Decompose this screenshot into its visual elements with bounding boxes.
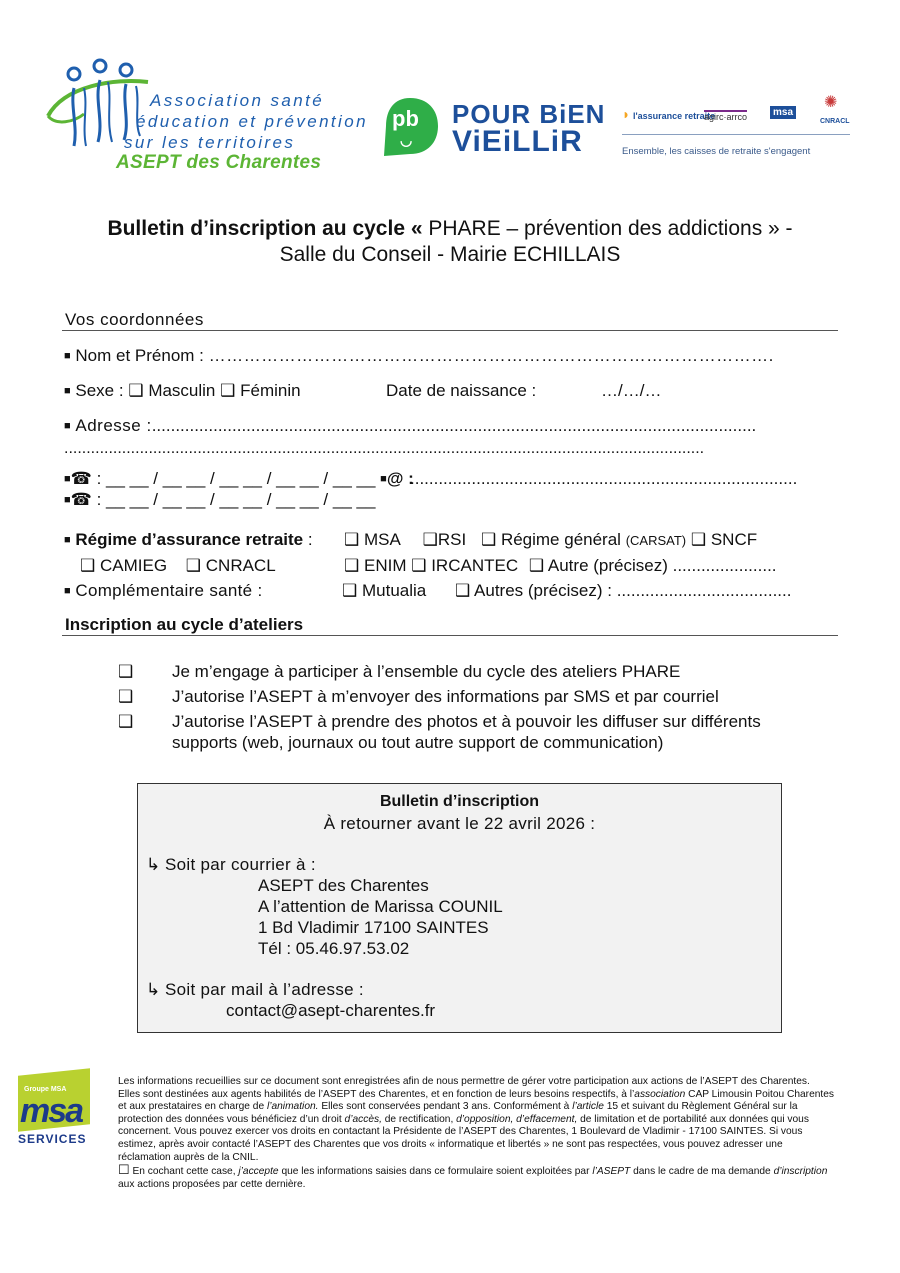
page-subtitle: Salle du Conseil - Mairie ECHILLAIS (279, 243, 621, 266)
regime-general-label: Régime général (500, 530, 621, 549)
legal-text: association (634, 1088, 686, 1100)
comp-label: Complémentaire santé : (75, 581, 263, 600)
coords-rule (62, 330, 838, 331)
inscription-rule (62, 635, 838, 636)
cnracl-label: CNRACL (205, 556, 276, 575)
legal-paragraph (118, 1076, 834, 1164)
bullet-icon: ■ (64, 385, 71, 397)
camieg-checkbox[interactable]: ❑ (80, 556, 96, 575)
legal-notice (118, 1076, 834, 1191)
asept-logo (44, 56, 368, 176)
asept-line1: Association santé (150, 91, 325, 110)
consent-checkbox[interactable]: ☐ (118, 1162, 130, 1178)
asept-line4: ASEPT des Charentes (116, 152, 322, 173)
msa-label: MSA (363, 530, 400, 549)
bullet-icon: ■ (64, 473, 71, 485)
enim-label: ENIM (363, 556, 407, 575)
msa-group-label: Groupe MSA (24, 1086, 67, 1093)
consent-text: dans le cadre de ma demande (630, 1166, 774, 1178)
pbv-line1: POUR BiEN (452, 99, 606, 129)
title-bold: Bulletin d’inscription au cycle « (107, 217, 423, 240)
tel2-row (64, 490, 375, 510)
consent-paragraph (118, 1164, 834, 1191)
inscription-item-3-cont: supports (web, journaux ou tout autre support de communication) (172, 733, 664, 752)
comp-row (64, 581, 262, 601)
phone-icon: ☎ (70, 490, 92, 509)
enim-checkbox[interactable]: ❑ (344, 556, 360, 575)
sncf-label: SNCF (710, 530, 758, 549)
legal-text: de limitation et de portabilité aux données qui vous concernent. Vous pouvez exercer vos droits en contactant la Présidente de l’ASEPT des Charentes, 1 Boulevard de Vladimir - 17100 SAINTES. Si vous estimez, après avoir contacté l’ASEPT des Charentes que vos droits « informatique et libertés » ne sont pas respectées, vous pouvez adresser une réclamation auprès de la CNIL. (118, 1113, 809, 1163)
regime-options-2a (80, 556, 276, 576)
adresse-field[interactable]: ................................................................................................................................ (151, 416, 757, 435)
consent-text: que les informations saisies dans ce formulaire soient exploitées par (278, 1166, 593, 1178)
assurance-retraite-icon: ◗ (622, 106, 631, 122)
msa-word: msa (20, 1092, 83, 1130)
asept-line3: sur les territoires (124, 133, 296, 152)
consent-text: d’inscription (773, 1166, 828, 1178)
consent-text: aux actions proposées par cette dernière. (118, 1178, 306, 1190)
rsi-label: RSI (437, 530, 467, 549)
inscription-heading: Inscription au cycle d’ateliers (65, 615, 304, 634)
regime-options-2b (344, 556, 777, 576)
regime-options-1 (344, 530, 757, 550)
consent-text: l’ASEPT (592, 1166, 631, 1178)
feminin-checkbox[interactable]: ❑ (220, 381, 236, 400)
autre-field[interactable]: ...................... (672, 556, 777, 575)
tel2-field[interactable]: : __ __ / __ __ / __ __ / __ __ / __ __ (96, 490, 376, 509)
pbv-smile-icon: ◡ (400, 132, 413, 148)
msa-checkbox[interactable]: ❑ (344, 530, 360, 549)
tel1-row (64, 469, 414, 489)
courrier-label: Soit par courrier à : (164, 855, 316, 874)
email-label: @ : (386, 469, 414, 488)
cnracl-checkbox[interactable]: ❑ (185, 556, 202, 575)
carsat-label: (CARSAT) (625, 533, 687, 548)
partners-tagline: Ensemble, les caisses de retraite s'engagent (622, 146, 811, 157)
legal-text: de rectification, (381, 1113, 457, 1125)
email-field[interactable]: .................................................................................. (410, 469, 798, 488)
inscription-checkbox-3[interactable]: ❑ (118, 712, 134, 731)
mail-label: Soit par mail à l’adresse : (164, 980, 364, 999)
adresse-row (64, 416, 824, 436)
nom-field[interactable]: ……………………………………………………………………………………. (208, 346, 774, 365)
autres-checkbox[interactable]: ❑ (454, 581, 471, 600)
partners-divider (622, 134, 850, 135)
mutualia-label: Mutualia (361, 581, 427, 600)
msa-small-logo: msa (770, 106, 796, 119)
inscription-item-3: J’autorise l’ASEPT à prendre des photos et à pouvoir les diffuser sur différents (172, 712, 761, 731)
bullet-icon: ■ (64, 494, 71, 506)
pbv-badge: pb (392, 106, 419, 131)
dob-field[interactable]: …/…/… (601, 381, 662, 400)
arrow-icon: ↳ (146, 980, 161, 999)
legal-text: d’accès, (344, 1113, 382, 1125)
contact-email[interactable]: contact@asept-charentes.fr (226, 1001, 436, 1020)
msa-services-label: SERVICES (18, 1132, 87, 1146)
autre-label: Autre (précisez) (547, 556, 668, 575)
mutualia-checkbox[interactable]: ❑ (342, 581, 358, 600)
regime-label: Régime d’assurance retraite (75, 530, 304, 549)
courrier-row (146, 855, 316, 875)
consent-text: j’accepte (238, 1166, 279, 1178)
ircantec-checkbox[interactable]: ❑ (411, 556, 427, 575)
autres-field[interactable]: ..................................... (616, 581, 792, 600)
address-line-3: 1 Bd Vladimir 17100 SAINTES (258, 918, 489, 937)
pbv-line2: ViEiLLiR (452, 125, 583, 158)
pour-bien-vieillir-logo (380, 96, 610, 160)
adresse-label: Adresse : (75, 416, 152, 435)
legal-text: l’article (572, 1101, 604, 1113)
regime-colon: : (307, 530, 313, 549)
address-line-1: ASEPT des Charentes (258, 876, 429, 895)
adresse-field-line2[interactable]: ................................................................................................................................................ (64, 440, 705, 457)
inscription-item-2: J’autorise l’ASEPT à m’envoyer des informations par SMS et par courriel (172, 687, 719, 706)
legal-text: 15 et suivant du Règlement Général sur la protection des données vous bénéficiez d’un droit (118, 1101, 798, 1125)
regime-general-checkbox[interactable]: ❑ (480, 530, 497, 549)
assurance-retraite-logo (622, 106, 715, 122)
return-info-box (137, 783, 782, 1033)
rsi-checkbox[interactable]: ❑ (422, 530, 438, 549)
legal-text: CAP Limousin Poitou Charentes et aux prestataires en charge de (118, 1088, 834, 1113)
arrow-icon: ↳ (146, 855, 161, 874)
cnracl-logo: CNRACL (820, 118, 850, 125)
assurance-retraite-label: l'assurance retraite (632, 111, 716, 121)
regime-row (64, 530, 313, 550)
autre-checkbox[interactable]: ❑ (528, 556, 545, 575)
masculin-checkbox[interactable]: ❑ (128, 381, 144, 400)
consent-text: En cochant cette case, (129, 1166, 239, 1178)
box-title: Bulletin d’inscription (379, 793, 540, 810)
nom-label: Nom et Prénom : (75, 346, 204, 365)
agirc-arrco-logo: agirc·arrco (704, 112, 748, 122)
feminin-label: Féminin (240, 381, 301, 400)
autres-label: Autres (précisez) : (474, 581, 612, 600)
partners-logos (622, 92, 852, 162)
masculin-label: Masculin (148, 381, 216, 400)
mail-row (146, 980, 364, 1000)
camieg-label: CAMIEG (99, 556, 168, 575)
inscription-checkbox-1[interactable]: ❑ (118, 662, 134, 681)
msa-services-logo (16, 1070, 96, 1150)
bullet-icon: ■ (64, 350, 71, 362)
asept-line2: éducation et prévention (136, 112, 368, 131)
nom-row (64, 346, 774, 366)
address-phone: Tél : 05.46.97.53.02 (258, 939, 410, 958)
coords-heading: Vos coordonnées (65, 310, 204, 329)
bullet-icon: ■ (380, 473, 387, 485)
bullet-icon: ■ (64, 534, 71, 546)
tel1-field[interactable]: : __ __ / __ __ / __ __ / __ __ / __ __ (96, 469, 376, 488)
box-deadline: À retourner avant le 22 avril 2026 : (323, 814, 596, 833)
sncf-checkbox[interactable]: ❑ (690, 530, 707, 549)
address-line-2: A l’attention de Marissa COUNIL (258, 897, 503, 916)
phone-icon: ☎ (70, 469, 92, 488)
cnracl-icon: ✺ (824, 94, 838, 111)
inscription-item-1: Je m’engage à participer à l’ensemble du cycle des ateliers PHARE (172, 662, 681, 681)
page-title (0, 216, 900, 242)
legal-text: l’animation. (266, 1101, 319, 1113)
comp-options (342, 581, 791, 601)
legal-text: d’opposition, d’effacement, (456, 1113, 578, 1125)
dob-label: Date de naissance : (386, 381, 537, 400)
bullet-icon: ■ (64, 585, 71, 597)
sexe-label: Sexe : (75, 381, 124, 400)
legal-text: Les informations recueillies sur ce document sont enregistrées afin de nous permettre de gérer votre participation aux actions de l’ASEPT des Charentes. Elles sont destinées aux agents habilités de l’ASEPT des Charentes, et en fonction de leurs besoins respectifs, à l’ (118, 1076, 810, 1100)
title-normal: PHARE – prévention des addictions » - (422, 217, 793, 240)
ircantec-label: IRCANTEC (431, 556, 519, 575)
bullet-icon: ■ (64, 420, 71, 432)
inscription-checkbox-2[interactable]: ❑ (118, 687, 134, 706)
sexe-row (64, 381, 301, 401)
legal-text: Elles sont conservées pendant 3 ans. Conformément à (318, 1101, 573, 1113)
